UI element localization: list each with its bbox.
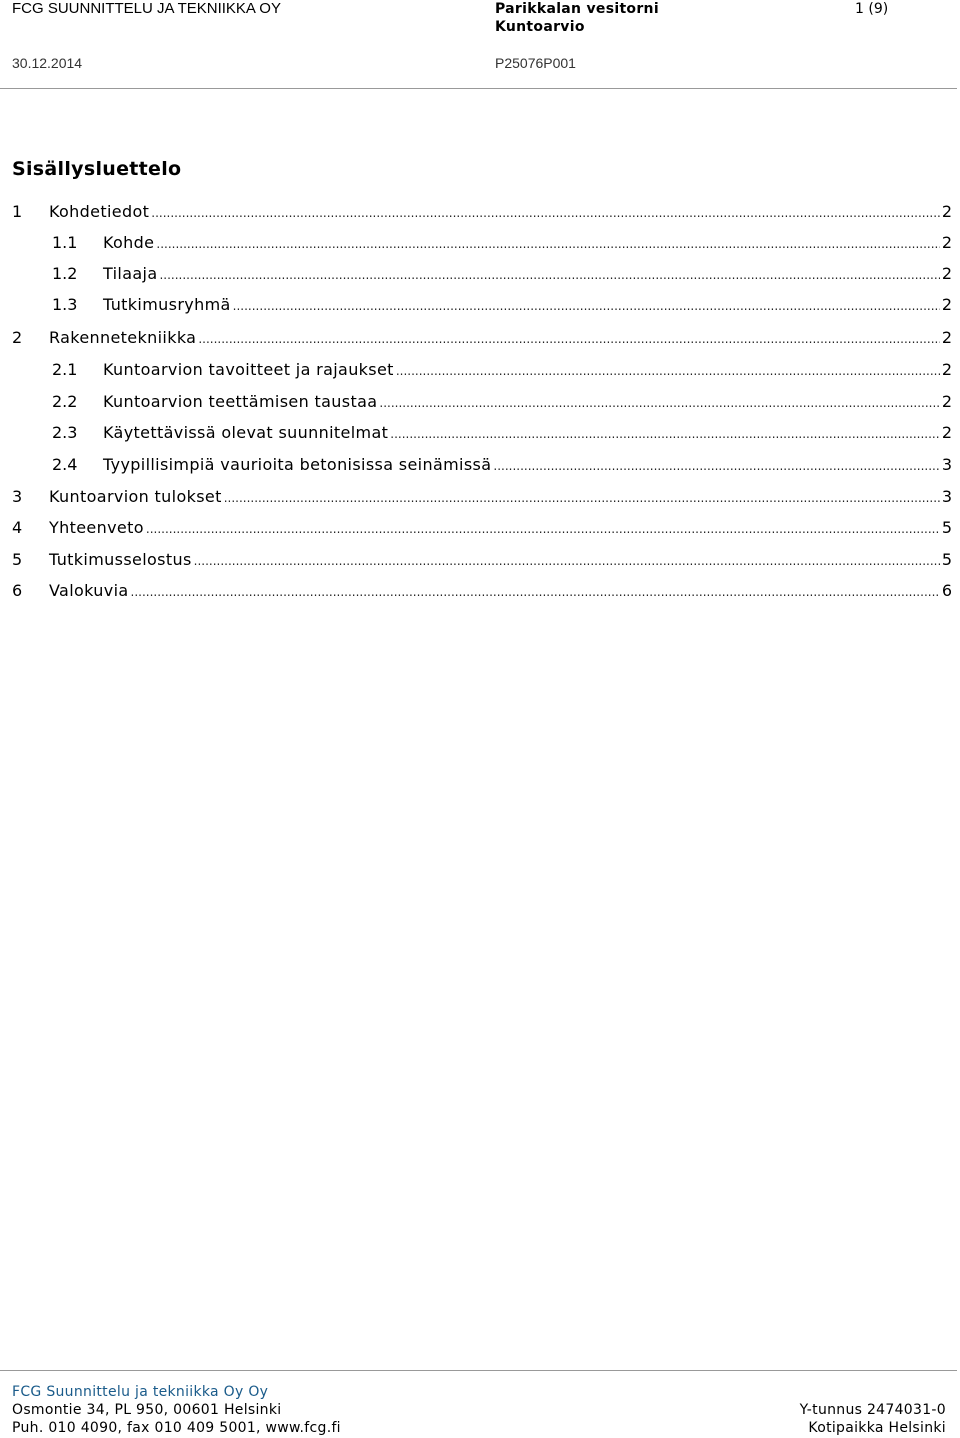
toc-entry-title: Yhteenveto <box>49 518 144 537</box>
footer-address: Osmontie 34, PL 950, 00601 Helsinki <box>12 1402 282 1418</box>
toc-leader-dots <box>146 522 940 536</box>
toc-entry-number: 1 <box>12 202 23 221</box>
toc-entry[interactable] <box>52 386 952 417</box>
toc-entry-page: 6 <box>941 581 952 600</box>
toc-entry-page: 2 <box>941 328 952 347</box>
toc-entry-page: 2 <box>941 360 952 379</box>
toc-entry-page: 5 <box>941 550 952 569</box>
toc-leader-dots <box>379 396 939 410</box>
toc-entry-title: Tutkimusselostus <box>49 550 192 569</box>
toc-entry-page: 5 <box>941 518 952 537</box>
toc-entry-number: 2.1 <box>52 360 78 379</box>
toc-entry-number: 4 <box>12 518 23 537</box>
toc-entry[interactable] <box>52 289 952 320</box>
toc-entry[interactable] <box>52 449 952 480</box>
document-subtitle: Kuntoarvio <box>495 19 585 35</box>
toc-entry[interactable] <box>12 544 952 575</box>
toc-entry-page: 2 <box>941 264 952 283</box>
toc-entry[interactable] <box>12 322 952 353</box>
toc-entry[interactable] <box>52 354 952 385</box>
toc-entry-number: 1.1 <box>52 233 78 252</box>
toc-entry-number: 5 <box>12 550 23 569</box>
page-header <box>0 0 960 90</box>
toc-entry-number: 1.3 <box>52 295 78 314</box>
footer-domicile: Kotipaikka Helsinki <box>808 1420 946 1436</box>
toc-entry-page: 2 <box>941 233 952 252</box>
document-date: 30.12.2014 <box>12 55 83 71</box>
toc-entry[interactable] <box>52 417 952 448</box>
footer-company: FCG Suunnittelu ja tekniikka Oy Oy <box>12 1384 269 1400</box>
toc-entry-number: 2.4 <box>52 455 78 474</box>
toc-entry-title: Tyypillisimpiä vaurioita betonisissa seinämissä <box>103 455 492 474</box>
toc-leader-dots <box>233 299 940 313</box>
toc-entry-title: Rakennetekniikka <box>49 328 197 347</box>
toc-leader-dots <box>390 427 940 441</box>
toc-entry-number: 2.2 <box>52 392 78 411</box>
toc-entry-title: Käytettävissä olevat suunnitelmat <box>103 423 389 442</box>
toc-entry-number: 3 <box>12 487 23 506</box>
footer-contact: Puh. 010 4090, fax 010 409 5001, www.fcg.fi <box>12 1420 341 1436</box>
toc-leader-dots <box>493 459 939 473</box>
toc-entry-page: 2 <box>941 202 952 221</box>
toc-entry-number: 6 <box>12 581 23 600</box>
page-number: 1 (9) <box>855 1 889 17</box>
toc-entry-title: Kohde <box>103 233 155 252</box>
toc-entry[interactable] <box>52 258 952 289</box>
toc-leader-dots <box>159 268 939 282</box>
footer-business-id: Y-tunnus 2474031-0 <box>799 1402 946 1418</box>
document-title: Parikkalan vesitorni <box>495 1 659 17</box>
toc-leader-dots <box>396 364 940 378</box>
header-divider <box>0 88 957 89</box>
toc-entry-title: Kuntoarvion teettämisen taustaa <box>103 392 378 411</box>
toc-leader-dots <box>224 491 940 505</box>
toc-entry-title: Tutkimusryhmä <box>103 295 231 314</box>
toc-entry-page: 2 <box>941 295 952 314</box>
toc-heading: Sisällysluettelo <box>12 158 182 180</box>
toc-entry[interactable] <box>12 512 952 543</box>
toc-leader-dots <box>156 237 939 251</box>
toc-entry[interactable] <box>12 481 952 512</box>
toc-entry-title: Kohdetiedot <box>49 202 150 221</box>
toc-entry[interactable] <box>12 196 952 227</box>
toc-entry-number: 1.2 <box>52 264 78 283</box>
toc-entry-title: Kuntoarvion tavoitteet ja rajaukset <box>103 360 394 379</box>
toc-entry-page: 2 <box>941 423 952 442</box>
toc-entry-page: 3 <box>941 455 952 474</box>
toc-entry[interactable] <box>12 575 952 606</box>
toc-entry-title: Kuntoarvion tulokset <box>49 487 222 506</box>
toc-entry-number: 2.3 <box>52 423 78 442</box>
toc-entry-page: 2 <box>941 392 952 411</box>
toc-entry-number: 2 <box>12 328 23 347</box>
footer-divider <box>0 1370 957 1371</box>
toc-entry-page: 3 <box>941 487 952 506</box>
toc-leader-dots <box>194 554 940 568</box>
toc-leader-dots <box>131 585 940 599</box>
header-company: FCG SUUNNITTELU JA TEKNIIKKA OY <box>12 0 281 17</box>
project-code: P25076P001 <box>495 55 576 71</box>
toc-leader-dots <box>151 206 940 220</box>
toc-entry[interactable] <box>52 227 952 258</box>
toc-entry-title: Tilaaja <box>103 264 158 283</box>
toc-entry-title: Valokuvia <box>49 581 129 600</box>
toc-leader-dots <box>198 332 940 346</box>
